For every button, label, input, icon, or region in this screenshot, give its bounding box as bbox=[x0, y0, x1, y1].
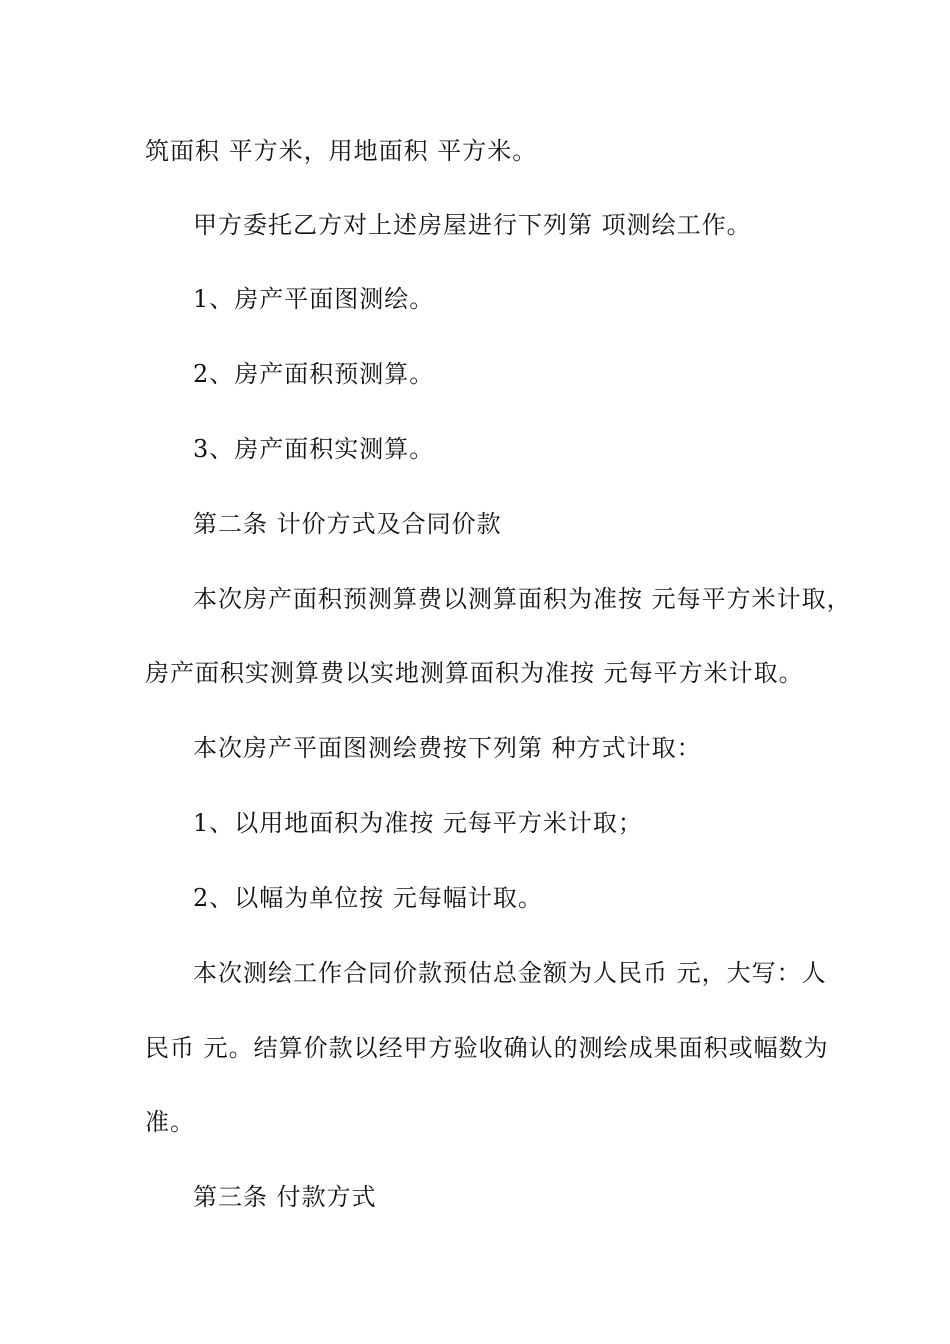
paragraph-line: 甲方委托乙方对上述房屋进行下列第 项测绘工作。 bbox=[193, 211, 752, 239]
list-item: 2、以幅为单位按 元每幅计取。 bbox=[193, 884, 543, 912]
section-heading: 第三条 付款方式 bbox=[193, 1183, 377, 1211]
list-item: 1、以用地面积为准按 元每平方米计取； bbox=[193, 809, 643, 837]
paragraph-line: 房产面积实测算费以实地测算面积为准按 元每平方米计取。 bbox=[145, 659, 804, 687]
paragraph-line: 本次房产面积预测算费以测算面积为准按 元每平方米计取， bbox=[193, 585, 852, 613]
paragraph-line: 本次测绘工作合同价款预估总金额为人民币 元，大写：人 bbox=[193, 959, 827, 987]
paragraph-line: 本次房产平面图测绘费按下列第 种方式计取： bbox=[193, 734, 702, 762]
paragraph-line: 筑面积 平方米，用地面积 平方米。 bbox=[145, 137, 538, 165]
paragraph-line: 准。 bbox=[145, 1108, 195, 1136]
list-item: 2、房产面积预测算。 bbox=[193, 360, 435, 388]
list-item: 1、房产平面图测绘。 bbox=[193, 285, 435, 313]
list-item: 3、房产面积实测算。 bbox=[193, 435, 435, 463]
section-heading: 第二条 计价方式及合同价款 bbox=[193, 510, 502, 538]
paragraph-line: 民币 元。结算价款以经甲方验收确认的测绘成果面积或幅数为 bbox=[145, 1034, 829, 1062]
